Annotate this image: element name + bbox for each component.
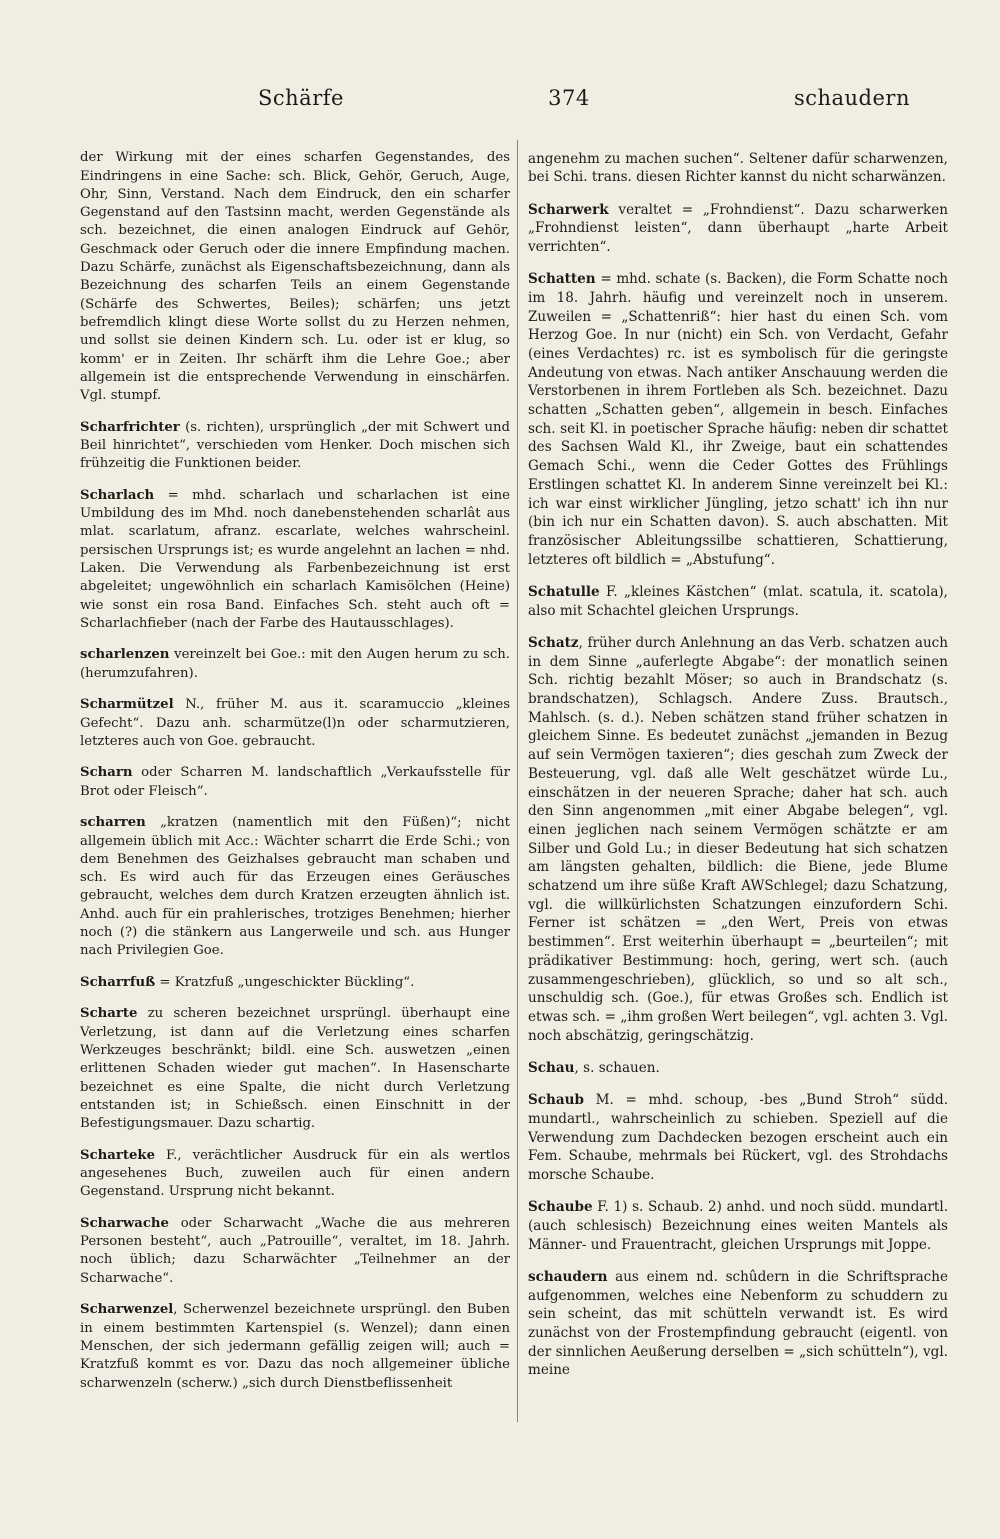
entry-headword: Schatz <box>528 634 579 651</box>
dictionary-entry <box>528 1059 948 1078</box>
entry-text: , s. schauen. <box>574 1059 660 1076</box>
dictionary-entry <box>528 583 948 620</box>
entry-text: , Scherwenzel bezeichnete ursprüngl. den Buben in einem bestimmten Kartenspiel (s. Wenzel); dann einen Menschen, der sich jedermann gefällig zeigen will; auch = Kratzfuß kommt es vor. Dazu das noch allgemeiner übliche scharwenzeln (scherw.) „sich durch Dienstbeflissenheit <box>80 1302 510 1391</box>
right-column <box>528 136 948 1394</box>
dictionary-entry <box>528 1091 948 1185</box>
entry-text: der Wirkung mit der eines scharfen Gegenstandes, des Eindringens in eine Sache: sch. Blick, Gehör, Geruch, Auge, Ohr, Sinn, Verstand. Nach dem Eindruck, den ein scharfer Gegenstand auf den Tastsinn macht, werden Gegenstände als sch. bezeichnet, die einen analogen Eindruck auf Gehör, Geschmack oder Geruch oder die innere Empfindung machen. Dazu Schärfe, zunächst als Eigenschaftsbezeichnung, dann als Bezeichnung des scharfen Teils an einem Gegenstande (Schärfe des Schwertes, Beiles); schärfen; uns jetzt befremdlich klingt diese Worte sollst du zu Herzen nehmen, und sollst sie deinen Kindern sch. Lu. oder ist er klug, so komm' er in Zeiten. Ihr schärft ihm die Lehre Goe.; aber allgemein ist die entsprechende Verwendung in einschärfen. Vgl. stumpf. <box>80 150 510 404</box>
dictionary-entry <box>80 764 510 801</box>
dictionary-entry <box>80 487 510 633</box>
dictionary-entry <box>80 1147 510 1202</box>
dictionary-entry <box>80 696 510 751</box>
entry-text: vereinzelt bei Goe.: mit den Augen herum zu sch. (herumzufahren). <box>80 647 510 681</box>
dictionary-entry <box>80 1005 510 1133</box>
entry-headword: Scharrfuß <box>80 974 156 990</box>
entry-text: = mhd. scharlach und scharlachen ist eine Umbildung des im Mhd. noch danebenstehenden scharlât aus mlat. scarlatum, afranz. escarlate, welches wahrscheinl. persischen Ursprungs ist; es wurde angelehnt an lachen = nhd. Laken. Die Verwendung als Farbenbezeichnung ist erst abgeleitet; ungewöhnlich ein scharlach Kamisölchen (Heine) wie sonst ein rosa Band. Einfaches Sch. steht auch oft = Scharlachfieber (nach der Farbe des Hautausschlages). <box>80 487 510 631</box>
entry-headword: Scharwenzel <box>80 1302 174 1318</box>
left-column <box>80 136 510 1406</box>
entry-headword: Scharte <box>80 1006 138 1022</box>
entry-headword: Scharwache <box>80 1215 169 1231</box>
entry-text: = mhd. schate (s. Backen), die Form Schatte noch im 18. Jahrh. häufig und vereinzelt noch in unserem. Zuweilen = „Schattenriß“: hier hast du einen Sch. vom Herzog Goe. In nur (nicht) ein Sch. von Verdacht, Gefahr (eines Verdachtes) rc. ist es symbolisch für die geringste Andeutung von etwas. Nach antiker Anschauung werden die Verstorbenen in ihrem Fortleben als Sch. bezeichnet. Dazu schatten „Schatten geben“, allgemein in besch. Einfaches sch. seit Kl. in poetischer Sprache häufig: neben dir schattet des Sachsen Wald Kl., ihr Zweige, baut ein schattendes Gemach Schi., wenn die Ceder Gottes des Frühlings Erstlingen schattet Kl. In anderem Sinne vereinzelt bei Kl.: ich war einst wirklicher Jüngling, jetzo schatt' ich ihn nur (bin ich nur ein Schatten davon). S. auch abschatten. Mit französischer Ableitungssilbe schattieren, Schattierung, letzteres oft bildlich = „Abstufung“. <box>528 271 948 568</box>
dictionary-entry <box>80 1301 510 1392</box>
entry-text: N., früher M. aus it. scaramuccio „kleines Gefecht“. Dazu anh. scharmütze(l)n oder scharmutzieren, letzteres auch von Goe. gebraucht. <box>80 697 510 749</box>
entry-headword: Scharlach <box>80 487 155 503</box>
entry-headword: Schau <box>528 1059 575 1076</box>
dictionary-entry <box>80 814 510 960</box>
entry-text: veraltet = „Frohndienst“. Dazu scharwerken „Frohndienst leisten“, dann überhaupt „harte Arbeit verrichten“. <box>528 201 948 255</box>
entry-text: F., verächtlicher Ausdruck für ein als wertlos angesehenes Buch, zuweilen auch für einen andern Gegenstand. Ursprung nicht bekannt. <box>80 1147 510 1200</box>
entry-text: oder Scharren M. landschaftlich „Verkaufsstelle für Brot oder Fleisch“. <box>80 765 510 799</box>
entry-headword: Scharwerk <box>528 201 609 218</box>
entry-headword: Schatulle <box>528 583 600 600</box>
entry-headword: scharren <box>80 815 146 831</box>
entry-text: F. 1) s. Schaub. 2) anhd. und noch südd. mundartl. (auch schlesisch) Bezeichnung eines weiten Mantels als Männer- und Frauentracht, gleichen Ursprungs mit Joppe. <box>528 1199 948 1253</box>
dictionary-entry <box>80 646 510 683</box>
dictionary-entry <box>80 974 510 992</box>
entry-headword: schaudern <box>528 1268 608 1285</box>
entry-headword: Scharfrichter <box>80 419 180 435</box>
entry-text: = Kratzfuß „ungeschickter Bückling“. <box>155 974 415 990</box>
dictionary-entry <box>528 201 948 257</box>
entry-headword: Schaub <box>528 1092 584 1109</box>
running-header <box>80 86 920 120</box>
entry-text: , früher durch Anlehnung an das Verb. schatzen auch in dem Sinne „auferlegte Abgabe“: der monatlich seinen Sch. richtig bezahlt Möser; so auch in Brandschatz (s. brandschatzen), Schlagsch. Andere Zuss. Brautsch., Mahlsch. (s. d.). Neben schätzen stand früher schatzen in gleichem Sinne. Es bedeutet zunächst „jemanden in Bezug auf sein Vermögen taxieren“; dies geschah zum Zweck der Besteuerung, vgl. daß alle Welt geschätzet würde Lu., einschätzen in der neueren Sprache; daher hat sch. auch den Sinn angenommen „mit einer Abgabe belegen“, vgl. einen jeglichen nach seinem Vermögen schätzte er am Silber und Gold Lu.; in dieser Bedeutung hat sich schatzen am längsten gehalten, bildlich: die Biene, jede Blume schatzend um ihre süße Kraft AWSchlegel; dazu Schatzung, vgl. die willkürlichsten Schatzungen einzufordern Schi. Ferner ist schätzen = „den Wert, Preis von etwas bestimmen“. Erst weiterhin überhaupt = „beurteilen“; mit prädikativer Bestimmung: hoch, gering, wert sch. (auch zusammengeschrieben), glücklich, so und so alt sch., unschuldig sch. (Goe.), für etwas Großes sch. Endlich ist etwas sch. = „ihm großen Wert beilegen“, vgl. achten 3. Vgl. noch abschätzig, geringschätzig. <box>528 634 948 1044</box>
dictionary-entry <box>528 1268 948 1380</box>
entry-headword: Schatten <box>528 271 596 288</box>
entry-text: F. „kleines Kästchen“ (mlat. scatula, it. scatola), also mit Schachtel gleichen Ursprungs. <box>528 583 948 619</box>
dictionary-entry <box>80 419 510 474</box>
header-right-word: schaudern <box>793 86 910 110</box>
entry-text: zu scheren bezeichnet ursprüngl. überhaupt eine Verletzung, ist dann auf die Verletzung eines scharfen Werkzeuges beschränkt; bildl. eine Sch. auswetzen „einen erlittenen Schaden wieder gut machen“. In Hasenscharte bezeichnet es eine Spalte, die nicht durch Verletzung entstanden ist; in Schießsch. einen Einschnitt in der Befestigungsmauer. Dazu schartig. <box>80 1006 510 1132</box>
entry-text: „kratzen (namentlich mit den Füßen)“; nicht allgemein üblich mit Acc.: Wächter scharrt die Erde Schi.; von dem Benehmen des Geizhalses gebraucht man schaben und sch. Es wird auch für das Erzeugen eines Geräusches gebraucht, welches dem durch Kratzen erzeugten ähnlich ist. Anhd. auch für ein prahlerisches, trotziges Benehmen; hierher noch (?) die stänkern aus Langerweile und sch. aus Hunger nach Privilegien Goe. <box>80 815 510 959</box>
dictionary-entry <box>80 1215 510 1288</box>
entry-text: oder Scharwacht „Wache die aus mehreren Personen besteht“, auch „Patrouille“, veraltet, im 18. Jahrh. noch üblich; dazu Scharwächter „Teilnehmer an der Scharwache“. <box>80 1215 510 1286</box>
dictionary-entry <box>80 149 510 405</box>
header-left-word: Schärfe <box>258 86 344 110</box>
entry-text: M. = mhd. schoup, -bes „Bund Stroh“ südd. mundartl., wahrscheinlich zu schieben. Speziell auf die Verwendung zum Dachdecken bezogen erscheint auch ein Fem. Schaube, mehrmals bei Rückert, vgl. des Strohdachs morsche Schaube. <box>528 1092 948 1183</box>
dictionary-entry <box>528 270 948 569</box>
dictionary-entry <box>528 634 948 1045</box>
entry-headword: scharlenzen <box>80 647 170 663</box>
entry-headword: Scharteke <box>80 1147 155 1163</box>
column-divider <box>517 140 518 1422</box>
entry-headword: Scharn <box>80 765 133 781</box>
entry-headword: Scharmützel <box>80 697 174 713</box>
entry-text: angenehm zu machen suchen“. Seltener dafür scharwenzen, bei Schi. trans. diesen Richter kannst du nicht scharwänzen. <box>528 150 948 186</box>
page-number: 374 <box>548 86 590 110</box>
dictionary-entry <box>528 150 948 187</box>
entry-headword: Schaube <box>528 1199 593 1216</box>
dictionary-entry <box>528 1198 948 1254</box>
entry-text: (s. richten), ursprünglich „der mit Schwert und Beil hinrichtet“, verschieden vom Henker. Doch mischen sich frühzeitig die Funktionen beider. <box>80 419 510 472</box>
entry-text: aus einem nd. schûdern in die Schriftsprache aufgenommen, welches eine Nebenform zu schuddern zu sein scheint, das mit schütteln verwandt ist. Es wird zunächst von der Frostempfindung gebraucht (eigentl. von der sinnlichen Aeußerung derselben = „sich schütteln“), vgl. meine <box>528 1268 948 1379</box>
